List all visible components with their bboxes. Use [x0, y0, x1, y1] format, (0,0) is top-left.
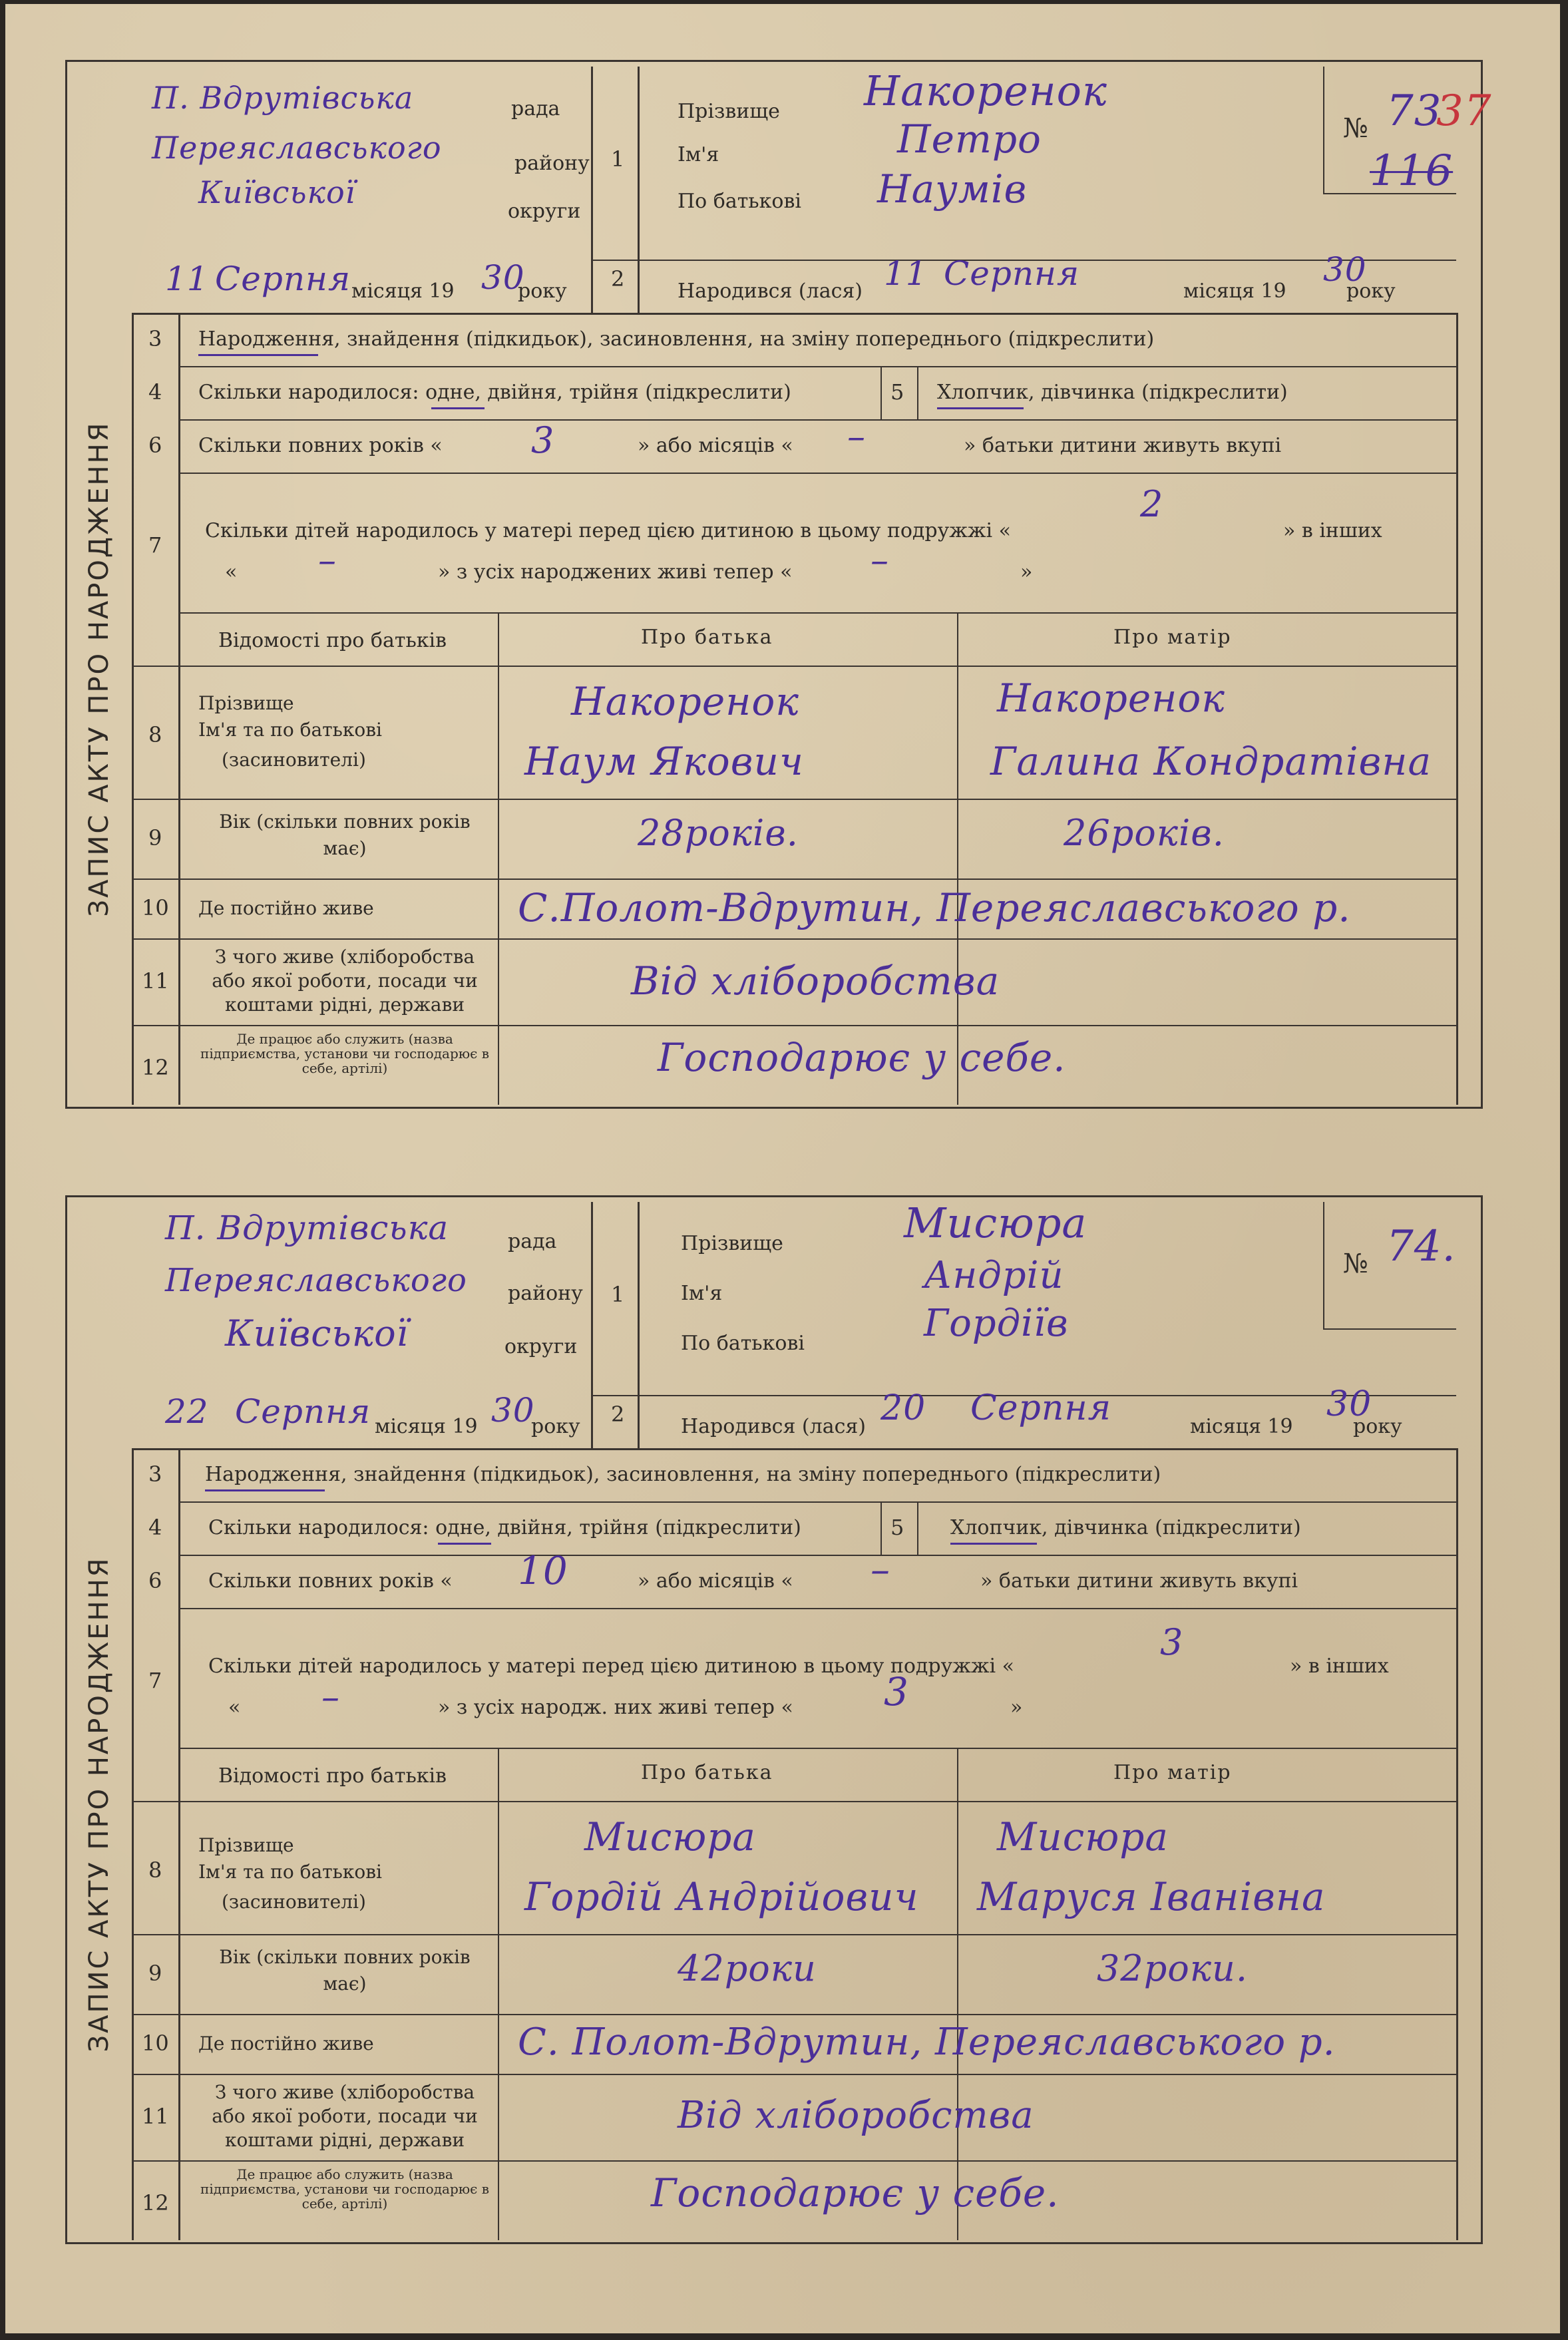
surname-label: Прізвище	[678, 100, 780, 123]
rada-value: П. Вдрутівська	[165, 1209, 449, 1247]
born-month-label: місяця 19	[1190, 1415, 1293, 1438]
born-day: 11	[884, 254, 928, 293]
row7-b: » в інших	[1283, 519, 1382, 542]
row7-b: » в інших	[1290, 1655, 1389, 1678]
row6-a: Скільки повних років «	[198, 434, 443, 457]
mother-age: 32роки.	[1097, 1947, 1248, 1989]
number-value: 74.	[1386, 1222, 1456, 1271]
patronymic-label: По батькові	[678, 190, 801, 213]
mother-age: 26років.	[1064, 812, 1225, 854]
row4-text: Скільки народилося: одне, двійня, трійня (підкреслити)	[198, 381, 791, 404]
livelihood: Від хліборобства	[631, 958, 1000, 1004]
row4-text: Скільки народилося: одне, двійня, трійня (підкреслити)	[208, 1516, 801, 1539]
work: Господарює у себе.	[651, 2170, 1060, 2216]
father-age: 42роки	[678, 1947, 817, 1989]
patronymic-value: Наумів	[877, 166, 1028, 212]
children-alive: 3	[884, 1669, 909, 1714]
born-rok-label: року	[1353, 1415, 1402, 1438]
mother-name: Маруся Іванівна	[977, 1874, 1326, 1919]
children-other: –	[318, 539, 337, 581]
years-together: 10	[518, 1548, 568, 1593]
row7-d: » з усіх народжених живі тепер «	[438, 560, 793, 584]
okrug-value: Київської	[225, 1312, 409, 1354]
rada-label: рада	[508, 1230, 557, 1253]
row7-a: Скільки дітей народилось у матері перед цією дитиною в цьому подружжі «	[208, 1655, 1014, 1678]
children-alive: –	[871, 539, 889, 581]
name-label: Ім'я	[681, 1282, 723, 1305]
row5-text: Хлопчик, дівчинка (підкреслити)	[950, 1516, 1301, 1539]
livelihood: Від хліборобства	[678, 2094, 1034, 2137]
row7-a: Скільки дітей народилось у матері перед цією дитиною в цьому подружжі «	[205, 519, 1011, 542]
row5-text: Хлопчик, дівчинка (підкреслити)	[937, 381, 1288, 404]
patronymic-label: По батькові	[681, 1332, 805, 1355]
record-side-title: ЗАПИС АКТУ ПРО НАРОДЖЕННЯ	[84, 421, 114, 917]
reg-month: Серпня	[235, 1392, 371, 1431]
children-this-marriage: 3	[1160, 1621, 1184, 1663]
children-other: –	[321, 1676, 340, 1718]
born-year: 30	[1323, 250, 1367, 289]
number-red-value: 37	[1436, 87, 1492, 136]
row6-b: » або місяців «	[638, 434, 793, 457]
residence: С.Полот-Вдрутин, Переяславського р.	[518, 885, 1351, 930]
months-together: –	[871, 1547, 890, 1592]
reg-month: Серпня	[215, 260, 351, 298]
mother-header: Про матір	[1113, 1761, 1232, 1784]
rada-label: рада	[511, 97, 560, 120]
number-old-value: 116	[1370, 146, 1454, 196]
born-year: 30	[1326, 1384, 1372, 1424]
okrug-label: округи	[508, 200, 581, 223]
name-label: Ім'я	[678, 143, 719, 166]
born-label: Народився (лася)	[681, 1415, 867, 1438]
born-rok-label: року	[1346, 280, 1396, 303]
reg-rok-label: року	[531, 1415, 580, 1438]
reg-year: 30	[481, 258, 525, 297]
record-side-title: ЗАПИС АКТУ ПРО НАРОДЖЕННЯ	[84, 1556, 114, 2052]
born-month-label: місяця 19	[1183, 280, 1286, 303]
mother-name: Галина Кондратівна	[990, 739, 1432, 784]
father-name: Гордій Андрійович	[524, 1874, 919, 1919]
number-label: №	[1343, 1249, 1368, 1279]
work: Господарює у себе.	[658, 1035, 1066, 1080]
document-page	[5, 4, 1560, 2333]
row6-b: » або місяців «	[638, 1569, 793, 1593]
residence: С. Полот-Вдрутин, Переяславського р.	[518, 2021, 1336, 2064]
father-header: Про батька	[641, 626, 773, 649]
surname-label: Прізвище	[681, 1232, 783, 1255]
years-together: 3	[531, 419, 555, 461]
row7-c: «	[228, 1696, 241, 1719]
patronymic-value: Гордіїв	[924, 1302, 1069, 1345]
okrug-value: Київської	[198, 174, 356, 210]
number-label: №	[1343, 113, 1368, 144]
born-day: 20	[881, 1388, 926, 1428]
father-header: Про батька	[641, 1761, 773, 1784]
mother-surname: Накоренок	[997, 676, 1225, 721]
row3-text: Народження, знайдення (підкидьок), засиновлення, на зміну попереднього (підкреслити)	[205, 1463, 1161, 1486]
raion-value: Переяславського	[152, 130, 442, 166]
mother-header: Про матір	[1113, 626, 1232, 649]
row7-c: «	[225, 560, 238, 584]
birth-record-2: ЗАПИС АКТУ ПРО НАРОДЖЕННЯ П. Вдрутівська рада Переяславського району Київської округи 22 Серпня місяця 19 30 року 1 2 Прізвище Мисюра Ім'я Андрій По батькові Гордіїв № 74. Народився (лася) 20 Серпня місяця 19 30 року 3 4 6 7 5 Народження, знайдення (підкидьок), засиновлення, на зміну попереднього (підкреслити) Скільки народилося: одне, двійня, трійня (підкреслити) Хлопчик, дівчинка (підкреслити) Скільки повних років « 10 » або місяців « – » батьки дитини живуть вкупі Скільки дітей народилось у матері перед цією дитиною в цьому подружжі « 3 » в інших « – » з усіх народж. них живі тепер « 3 » Відомості про батьків Про батька Про матір 8 9 10 11 12 Прізвище Ім'я та по батькові (засиновителі) Вік (скільки повних років має) Де постійно живе З чого живе (хліборобства або якої роботи, посади чи коштами рідні, держави Де працює або служить (назва підприємства, установи чи господарює в себе, артілі) Мисюра Гордій Андрійович Мисюра Маруся Іванівна 42роки 32роки. С. Полот-Вдрутин, Переяславського р. Від хліборобства Господарює у себе.	[65, 1195, 1496, 2240]
okrug-label: округи	[504, 1335, 578, 1358]
reg-day: 22	[165, 1392, 209, 1431]
parents-header: Відомості про батьків	[218, 629, 447, 652]
raion-label: району	[508, 1282, 583, 1305]
children-this-marriage: 2	[1140, 483, 1164, 525]
row6-c: » батьки дитини живуть вкупі	[964, 434, 1282, 457]
born-month: Серпня	[944, 254, 1080, 293]
reg-rok-label: року	[518, 280, 567, 303]
months-together: –	[847, 415, 866, 457]
rada-value: П. Вдрутівська	[152, 80, 414, 116]
row6-c: » батьки дитини живуть вкупі	[980, 1569, 1298, 1593]
row7-e: »	[1010, 1696, 1023, 1719]
name-value: Андрій	[924, 1254, 1064, 1297]
mother-surname: Мисюра	[997, 1814, 1169, 1859]
father-name: Наум Якович	[524, 739, 804, 784]
number-value: 73	[1386, 87, 1442, 136]
raion-label: району	[514, 152, 590, 175]
parents-header: Відомості про батьків	[218, 1764, 447, 1788]
reg-month-label: місяця 19	[375, 1415, 478, 1438]
reg-month-label: місяця 19	[351, 280, 455, 303]
reg-day: 11	[165, 260, 209, 298]
raion-value: Переяславського	[165, 1262, 467, 1299]
birth-record-1: ЗАПИС АКТУ ПРО НАРОДЖЕННЯ П. Вдрутівська рада Переяславського району Київської округи 11 Серпня місяця 19 30 року 1 2 Прізвище Накоренок Ім'я Петро По батькові Наумів № 73 37 116 Народився (лася) 11 Серпня місяця 19 30 року 3 4 6 7 5 Народження, знайдення (підкидьок), засиновлення, на зміну попереднього (підкреслити) Скільки народилося: одне, двійня, трійня (підкреслити) Хлопчик, дівчинка (підкреслити) Скільки повних років « 3 » або місяців « – » батьки дитини живуть вкупі Скільки дітей народилось у матері перед цією дитиною в цьому подружжі « 2 » в інших « – » з усіх народжених живі тепер « – » Відомості про батьків Про батька Про матір 8 9 10 11 12 Прізвище Ім'я та по батькові (засиновителі) Вік (скільки повних років має) Де постійно живе З чого живе (хліборобства або якої роботи, посади чи коштами рідні, держави Де працює або служить (назва підприємства, установи чи господарює в себе, артілі) Накоренок Наум Якович Накоренок Галина Кондратівна 28років. 26років. С.Полот-Вдрутин, Переяславського р. Від хліборобства Господарює у себе.	[65, 60, 1496, 1105]
row6-a: Скільки повних років «	[208, 1569, 453, 1593]
father-surname: Накоренок	[571, 679, 799, 724]
surname-value: Мисюра	[904, 1199, 1087, 1247]
father-age: 28років.	[638, 812, 799, 854]
father-surname: Мисюра	[584, 1814, 756, 1859]
born-month: Серпня	[970, 1388, 1112, 1428]
reg-year: 30	[491, 1391, 535, 1430]
surname-value: Накоренок	[864, 67, 1107, 115]
row7-d: » з усіх народж. них живі тепер «	[438, 1696, 793, 1719]
row7-e: »	[1020, 560, 1033, 584]
row3-text: Народження, знайдення (підкидьок), засиновлення, на зміну попереднього (підкреслити)	[198, 327, 1155, 351]
born-label: Народився (лася)	[678, 280, 863, 303]
name-value: Петро	[897, 116, 1042, 162]
